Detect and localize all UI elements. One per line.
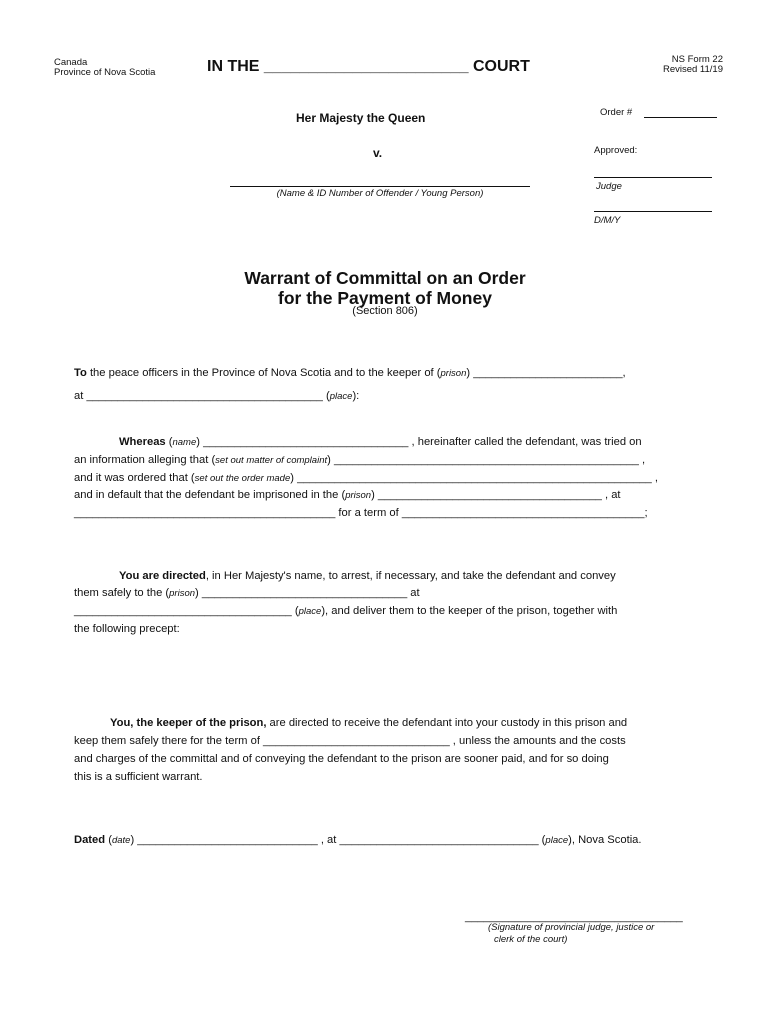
form-number: NS Form 22 [671,54,723,65]
order-number-label: Order # [600,107,633,118]
prison-hint: prison [440,368,467,379]
order-number-line[interactable] [644,117,717,118]
place-hint-3: place [545,835,569,846]
dated-lead: Dated [74,834,106,846]
place-hint: place [329,391,353,402]
directed-line4: the following precept: [74,623,180,635]
complaint-lead: an information alleging that ( [74,454,216,466]
dated-blanks[interactable]: ) _____________________________ , at ________________________________ ( [130,834,546,846]
judge-signature-line[interactable] [594,177,712,178]
order-blank[interactable]: ) _________________________________________________________ , [290,472,658,484]
to-clause-line2 [74,387,359,406]
default-prison-blank[interactable]: ) ____________________________________ , at [371,489,621,501]
directed-line1 [119,567,616,585]
convey-lead: them safely to the ( [74,587,170,599]
keeper-line1 [110,714,627,732]
complaint-hint: set out matter of complaint [215,455,328,466]
revised-date: Revised 11/19 [662,64,723,75]
signature-line[interactable]: ___________________________________ [465,911,683,923]
to-text: the peace officers in the Province of Nova Scotia and to the keeper of ( [86,367,441,379]
complaint-blank[interactable]: ) _________________________________________________ , [327,454,646,466]
place-blank[interactable]: at ______________________________________ ( [74,390,330,402]
deliver-text: ), and deliver them to the keeper of the prison, together with [321,605,618,617]
offender-caption: (Name & ID Number of Offender / Young Person) [276,188,484,199]
keeper-lead: You, the keeper of the prison, [110,717,267,729]
whereas-lead: Whereas [119,436,166,448]
whereas-line1 [119,433,642,452]
convey-prison-blank[interactable]: ) _________________________________ at [195,587,420,599]
dated-close: ), Nova Scotia. [568,834,642,846]
signature-caption-2: clerk of the court) [494,934,568,945]
directed-lead: You are directed [119,570,206,582]
prison-hint-2: prison [345,490,372,501]
whereas-open: ( [165,436,173,448]
keeper-text: are directed to receive the defendant into your custody in this prison and [266,717,628,729]
dated-line [74,831,642,850]
directed-line3 [74,602,617,621]
whereas-line4 [74,486,621,505]
approved-label: Approved: [594,145,638,156]
whereas-line2 [74,451,645,470]
convey-place-blank[interactable]: ___________________________________ ( [74,605,299,617]
directed-line2 [74,584,420,603]
country-label: Canada [54,57,88,68]
province-label: Province of Nova Scotia [54,67,156,78]
date-format-label: D/M/Y [594,215,621,226]
place-close: ): [352,390,360,402]
date-hint: date [111,835,131,846]
keeper-line2[interactable]: keep them safely there for the term of ______________________________ , unless the amounts and the costs [74,735,626,747]
whereas-line5[interactable]: __________________________________________ for a term of _______________________________________; [74,507,648,519]
keeper-line3: and charges of the committal and of conveying the defendant to the prison are sooner paid, and for so doing [74,753,609,765]
document-title-line2: for the Payment of Money [278,288,492,308]
signature-caption-1: (Signature of provincial judge, justice or [488,922,655,933]
offender-name-line[interactable] [230,186,530,187]
prison-hint-3: prison [169,588,196,599]
defendant-name-blank[interactable]: ) _________________________________ , hereinafter called the defendant, was tried on [196,436,642,448]
to-lead: To [74,367,87,379]
versus-label: v. [373,146,383,160]
dated-open: ( [105,834,112,846]
document-title-line1: Warrant of Committal on an Order [244,268,526,288]
directed-text: , in Her Majesty's name, to arrest, if necessary, and take the defendant and convey [205,570,616,582]
judge-label: Judge [596,181,622,192]
approval-date-line[interactable] [594,211,712,212]
keeper-line4: this is a sufficient warrant. [74,771,203,783]
plaintiff-name: Her Majesty the Queen [296,111,426,125]
place-hint-2: place [298,606,322,617]
default-lead: and in default that the defendant be imprisoned in the ( [74,489,346,501]
to-clause-line1 [74,364,626,383]
order-hint: set out the order made [194,473,291,484]
name-hint: name [172,437,197,448]
prison-blank[interactable]: ) ________________________, [466,367,626,379]
court-line: IN THE _______________________ COURT [207,58,530,75]
order-lead: and it was ordered that ( [74,472,195,484]
section-reference: (Section 806) [352,305,418,317]
